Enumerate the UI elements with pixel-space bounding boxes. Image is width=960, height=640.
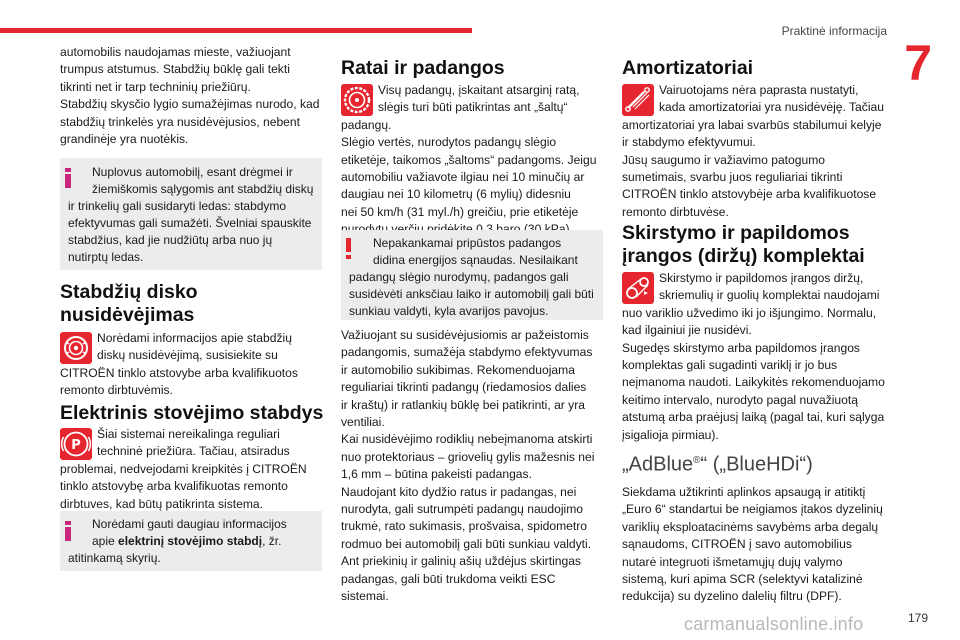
info-icon <box>64 521 72 541</box>
info-box-ice <box>60 158 322 270</box>
paragraph-line: ventiliai. <box>341 415 385 429</box>
paragraph-line: ir kraštų) ir ratlankių būklę bei patikrinti, ar yra <box>341 397 585 412</box>
info-line: žiemiškomis sąlygomis ant stabdžių diskų <box>92 182 314 196</box>
info-line-2: apie elektrinį stovėjimo stabdį, žr. <box>92 534 282 548</box>
heading-adblue: „AdBlue®“ („BlueHDi“) <box>622 453 813 476</box>
paragraph-line: automobilis naudojamas mieste, važiuojant <box>60 45 291 59</box>
info-line: Norėdami gauti daugiau informacijos <box>92 517 287 531</box>
paragraph-line: Kai nusidėvėjimo rodiklių nebeįmanoma atskirti <box>341 432 593 447</box>
paragraph-line: nuo protektoriaus – griovelių gylis mažesnis nei <box>341 449 595 464</box>
paragraph-line: nurodyta, gali sutrumpėti padangų naudojimo <box>341 502 584 516</box>
paragraph-line: nei 50 km/h (31 myl./h) greičiu, prie etiketėje <box>341 204 579 219</box>
info-icon <box>64 168 72 188</box>
paragraph-line: automobiliu važiavote ilgiau nei 10 minučių ar <box>341 170 585 184</box>
paragraph-line: tikrinti net ir tarp techninių priežiūrų. <box>60 79 251 94</box>
paragraph-line: Naudojant kito dydžio ratus ir padangas, nei <box>341 484 577 499</box>
paragraph-line: komplektas gali sugadinti variklį ir jo bus <box>622 358 838 372</box>
paragraph-line: remonto dirbtuvėmis. <box>60 383 173 398</box>
heading-brake-disc: Stabdžių disko <box>60 281 198 303</box>
paragraph-line: Jūsų saugumo ir važiavimo patogumo <box>622 152 826 167</box>
top-accent-bar <box>0 28 472 33</box>
info-line: efektyvumas gali sumažėti. Švelniai spauskite <box>68 216 312 230</box>
timing-belt-icon <box>622 272 654 304</box>
warning-line: susidėvėti anksčiau laiko ir automobilį gali būti <box>349 287 594 301</box>
parking-brake-icon <box>60 428 92 460</box>
paragraph-line: Vairuotojams nėra paprasta nustatyti, <box>659 83 859 97</box>
paragraph-line: nuo variklio užvedimo iki jo išjungimo. Normalu, <box>622 305 877 320</box>
paragraph-line: daugiau nei 10 kilometrų (6 mylių) didesniu <box>341 187 571 202</box>
shock-absorber-icon <box>622 84 654 116</box>
paragraph-line: rodmuo bei automobilį gali būti sunkiau valdyti. <box>341 536 592 551</box>
paragraph-line: sumetimais, svarbu juos reguliariai tikrinti <box>622 170 843 184</box>
info-box-parking-brake <box>60 511 322 571</box>
warning-line: padangų slėgio nurodymų, padangos gali <box>349 270 569 284</box>
paragraph-line: Visų padangų, įskaitant atsarginį ratą, <box>378 83 580 97</box>
link-parking-brake: elektrinį stovėjimo stabdį <box>118 534 263 548</box>
paragraph-line: Stabdžių skysčio lygio sumažėjimas nurodo, kad <box>60 97 320 112</box>
paragraph-line: Skirstymo ir papildomos įrangos diržų, <box>659 271 864 285</box>
chapter-number: 7 <box>904 35 932 91</box>
paragraph-line: sistemą, kuri apima SCR (selektyvi katalizinė <box>622 572 863 586</box>
heading-belt-kits-2: įrangos (diržų) komplektai <box>622 245 865 267</box>
paragraph-line: skriemulių ir guolių komplektai naudojami <box>659 288 880 303</box>
paragraph-line: grandinėje yra nuotėkis. <box>60 132 189 146</box>
warning-line: sunkiau valdyti, kyla avarijos pavojus. <box>349 304 549 318</box>
paragraph-line: Siekdama užtikrinti aplinkos apsaugą ir atitiktį <box>622 485 866 499</box>
paragraph-line: CITROËN tinklo atstovybėje arba kvalifikuotose <box>622 187 877 202</box>
paragraph-line: kada amortizatoriai yra nusidėvėję. Tačiau <box>659 100 884 115</box>
brake-disc-icon <box>60 332 92 364</box>
paragraph-line: kad ilgainiui jie nusidėvi. <box>622 323 752 338</box>
paragraph-line: Slėgio vertės, nurodytos padangų slėgio <box>341 135 557 150</box>
watermark: carmanualsonline.info <box>684 614 864 634</box>
paragraph-line: sąnaudoms, CITROËN į savo automobilius <box>622 537 852 552</box>
info-line: stabdžius, kad jie nudžiūtų arba nuo jų <box>68 233 273 247</box>
paragraph-line: redukcija) su dyzelino dalelių filtru (DPF). <box>622 589 842 604</box>
paragraph-line: remonto dirbtuvėse. <box>622 204 729 219</box>
paragraph-line: padangomis, sumažėja stabdymo efektyvumas <box>341 345 593 360</box>
heading-parking-brake: Elektrinis stovėjimo stabdys <box>60 402 324 424</box>
heading-brake-disc-2: nusidėvėjimas <box>60 304 195 326</box>
info-line: Nuplovus automobilį, esant drėgmei ir <box>92 165 293 179</box>
paragraph-line: atstumą arba praėjusį laiką (pagal tai, kuri sąlyga <box>622 410 885 425</box>
page-number: 179 <box>907 611 928 625</box>
paragraph-line: Važiuojant su susidėvėjusiomis ar pažeistomis <box>341 328 589 342</box>
paragraph-line: tinklo atstovybę arba kvalifikuotas remonto <box>60 479 288 494</box>
paragraph-line: trumpus atstumus. Stabdžių būklę gali tekti <box>60 62 290 77</box>
paragraph-line: 1,6 mm – būtina pakeisti padangas. <box>341 467 532 482</box>
warning-box-tyre-pressure <box>341 230 603 320</box>
paragraph-line: stabdžių trinkelės yra nusidėvėjusios, nebent <box>60 114 300 129</box>
paragraph-line: įsigalioja pirmiau). <box>622 427 719 442</box>
paragraph-line: neįmanoma naudoti. Laikykitės rekomenduojamo <box>622 375 885 390</box>
paragraph-line: Norėdami informacijos apie stabdžių <box>97 331 292 345</box>
paragraph-line: variklių eksploatacinėms savybėms arba degalų <box>622 519 879 534</box>
paragraph-line: slėgis turi būti patikrintas ant „šaltų“ <box>378 100 568 115</box>
paragraph-line: ir stabdymo efektyvumui. <box>622 135 756 150</box>
paragraph-line: padangų. <box>341 117 392 132</box>
paragraph-line: padangas, gali būti trukdoma veikti ESC <box>341 571 556 586</box>
paragraph-line: amortizatoriai yra labai svarbūs stabilumui kelyje <box>622 117 882 132</box>
section-header: Praktinė informacija <box>781 24 887 38</box>
tire-icon <box>341 84 373 116</box>
warning-icon <box>346 238 352 260</box>
heading-belt-kits: Skirstymo ir papildomos <box>622 222 850 244</box>
paragraph-line: reguliariai tikrinti padangų (riedamosios dalies <box>341 380 587 395</box>
paragraph-line: problemai, nedvejodami kreipkitės į CITROËN <box>60 461 307 476</box>
svg-text:P: P <box>71 438 81 453</box>
paragraph-line: etiketėje, taikomos „šaltoms“ padangoms. Jeigu <box>341 152 597 167</box>
info-line: nutirptų ledas. <box>68 250 144 264</box>
paragraph-line: diskų nusidėvėjimą, susisiekite su <box>97 348 278 363</box>
info-line: ir trinkelių gali susidaryti ledas: stabdymo <box>68 199 287 213</box>
heading-wheels-tyres: Ratai ir padangos <box>341 57 505 79</box>
paragraph-line: Šiai sistemai nereikalinga reguliari <box>97 427 280 441</box>
paragraph-line: Sugedęs skirstymo arba papildomos įrangos <box>622 340 860 355</box>
paragraph-line: nutarė integruoti išmetamųjų dujų valymo <box>622 554 843 569</box>
paragraph-line: Ant priekinių ir galinių ašių uždėjus skirtingas <box>341 554 581 569</box>
paragraph-line: CITROËN tinklo atstovybe arba kvalifikuotos <box>60 365 298 380</box>
paragraph-line: keitimo intervalo, nurodyto pagal nuvažiuotą <box>622 392 858 407</box>
paragraph-line: sistemai. <box>341 589 389 603</box>
paragraph-line: ir automobilio sukibimas. Rekomenduojama <box>341 362 575 377</box>
heading-shock-absorbers: Amortizatoriai <box>622 57 754 79</box>
warning-line: didina energijos sąnaudas. Nesilaikant <box>373 253 578 267</box>
paragraph-line: techninė priežiūra. Tačiau, atsiradus <box>97 444 290 459</box>
paragraph-line: dirbtuves, kad būtų patikrinta sistema. <box>60 496 264 511</box>
warning-line: Nepakankamai pripūstos padangos <box>373 236 562 250</box>
paragraph-line: trukmė, rato sukimasis, prošvaisa, spidometro <box>341 519 587 534</box>
paragraph-line: „Euro 6“ standartui be neigiamos įtakos dyzelinių <box>622 502 883 517</box>
info-line: atitinkamą skyrių. <box>68 551 161 565</box>
